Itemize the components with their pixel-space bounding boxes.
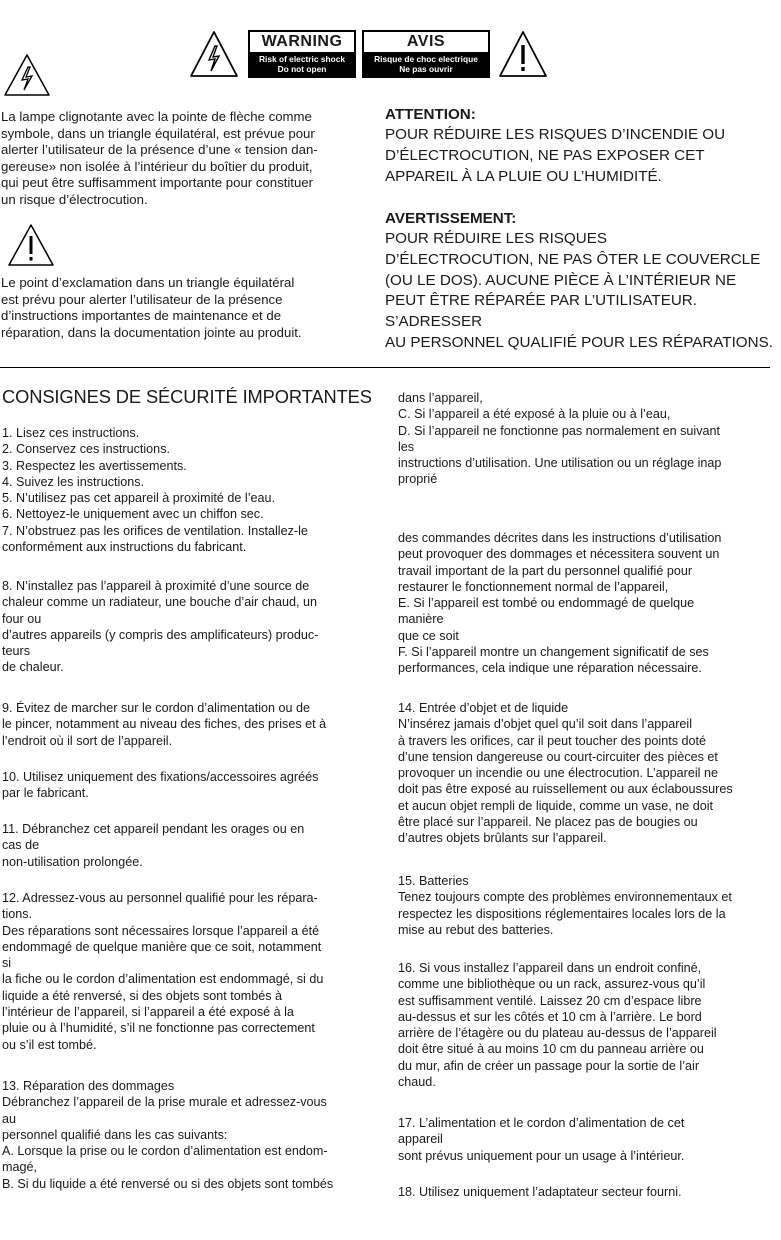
safety-item-9: 9. Évitez de marcher sur le cordon d’alimentation ou de le pincer, notamment au niveau des fiches, des prises et à l’endroit où il sort de l’appareil.: [2, 701, 327, 748]
safety-title: CONSIGNES DE SÉCURITÉ IMPORTANTES: [2, 386, 372, 407]
section-divider: [0, 367, 770, 368]
safety-item-8: 8. N’installez pas l’appareil à proximité d’une source de chaleur comme un radiateur, une bouche d’air chaud, un four ou d’autres appareils (y compris des amplificateurs) produc- teurs de chaleur.: [2, 579, 319, 675]
safety-item-14: 14. Entrée d’objet et de liquide N’insérez jamais d’objet quel qu’il soit dans l’appareil à travers les orifices, car il peut toucher des points doté d’une tension dangereuse ou court-circuiter des pièces et provoquer un incendie ou une électrocution. L’appareil ne doit pas être exposé au ruissellement ou aux éclaboussures et aucun objet rempli de liquide, comme un vase, ne doit être placé sur l’appareil. Ne placez pas de bougies ou d’autres objets brûlants sur l’appareil.: [398, 701, 733, 846]
lightning-warning-icon: [188, 29, 240, 79]
safety-item-17: 17. L’alimentation et le cordon d’alimentation de cet appareil sont prévus uniquement pour un usage à l’intérieur.: [398, 1116, 685, 1163]
safety-item-15: 15. Batteries Tenez toujours compte des problèmes environnementaux et respectez les dispositions réglementaires locales lors de la mise au rebut des batteries.: [398, 874, 732, 937]
warning-badge: [248, 30, 356, 78]
safety-item-13-continued-2: des commandes décrites dans les instructions d’utilisation peut provoquer des dommages et nécessitera souvent un travail important de la part du personnel qualifié pour restaurer le fonctionnement normal de l’appareil, E. Si l’appareil est tombé ou endommagé de quelque manière que ce soit F. Si l’appareil montre un changement significatif de ses performances, cela indique une réparation nécessaire.: [398, 531, 722, 676]
attention-heading: ATTENTION:: [385, 106, 476, 123]
exclamation-warning-icon: [497, 29, 549, 79]
avertissement-text: POUR RÉDUIRE LES RISQUES D’ÉLECTROCUTION, NE PAS ÔTER LE COUVERCLE (OU LE DOS). AUCUNE PIÈCE À L’INTÉRIEUR NE PEUT ÊTRE RÉPARÉE PAR L’UTILISATEUR. S’ADRESSER AU PERSONNEL QUALIFIÉ POUR LES RÉPARATIONS.: [385, 230, 773, 351]
safety-item-11: 11. Débranchez cet appareil pendant les orages ou en cas de non-utilisation prolongée.: [2, 822, 305, 869]
safety-item-12: 12. Adressez-vous au personnel qualifié pour les répara- tions. Des réparations sont nécessaires lorsque l’appareil a été endommagé de quelque manière que ce soit, notamment si la fiche ou le cordon d’alimentation est endommagé, si du liquide a été renversé, si des objets sont tombés à l’intérieur de l’appareil, si l’appareil a été exposé à la pluie ou à l’humidité, s’il ne fonctionne pas correctement ou s’il est tombé.: [2, 891, 324, 1052]
exclamation-triangle-icon: [6, 222, 56, 268]
warning-badge-subtitle: Risk of electric shock Do not open: [250, 52, 354, 76]
exclamation-symbol-description: Le point d’exclamation dans un triangle équilatéral est prévu pour alerter l’utilisateur de la présence d’instructions importantes de maintenance et de réparation, dans la documentation jointe au produit.: [1, 275, 302, 340]
avis-badge-title: AVIS: [406, 33, 446, 50]
safety-item-13: 13. Réparation des dommages Débranchez l’appareil de la prise murale et adressez-vous au personnel qualifié dans les cas suivants: A. Lorsque la prise ou le cordon d’alimentation est endom- magé, B. Si du liquide a été renversé ou si des objets sont tombés: [2, 1079, 334, 1191]
lightning-triangle-icon: [2, 52, 52, 98]
safety-item-10: 10. Utilisez uniquement des fixations/accessoires agréés par le fabricant.: [2, 770, 319, 801]
lightning-symbol-description: La lampe clignotante avec la pointe de flèche comme symbole, dans un triangle équilatéral, est prévue pour alerter l’utilisateur de la présence d’une « tension dan- gereuse» non isolée à l’intérieur du boîtier du produit, qui peut être suffisamment importante pour constituer un risque d’électrocution.: [1, 109, 318, 207]
safety-item-16: 16. Si vous installez l’appareil dans un endroit confiné, comme une bibliothèque ou un rack, assurez-vous qu’il est suffisamment ventilé. Laissez 20 cm d’espace libre au-dessus et sur les côtés et 10 cm à l’arrière. Le bord arrière de l’étagère ou du plateau au-dessus de l’appareil doit être situé à au moins 10 cm du panneau arrière ou du mur, afin de créer un passage pour la sortie de l’air chaud.: [398, 961, 717, 1090]
attention-text: POUR RÉDUIRE LES RISQUES D’INCENDIE OU D’ÉLECTROCUTION, NE PAS EXPOSER CET APPAREIL À LA PLUIE OU L’HUMIDITÉ.: [385, 126, 726, 185]
avertissement-heading: AVERTISSEMENT:: [385, 210, 517, 227]
safety-items-1-7: 1. Lisez ces instructions. 2. Conservez ces instructions. 3. Respectez les avertissements. 4. Suivez les instructions. 5. N’utilisez pas cet appareil à proximité de l’eau. 6. Nettoyez-le uniquement avec un chiffon sec. 7. N’obstruez pas les orifices de ventilation. Installez-le conformément aux instructions du fabricant.: [2, 426, 308, 555]
warning-badge-title: WARNING: [261, 33, 343, 50]
avis-badge-subtitle: Risque de choc electrique Ne pas ouvrir: [364, 52, 488, 76]
safety-item-13-continued: dans l’appareil, C. Si l’appareil a été exposé à la pluie ou à l’eau, D. Si l’appareil ne fonctionne pas normalement en suivant les instructions d’utilisation. Une utilisation ou un réglage inap proprié: [398, 391, 722, 487]
avis-badge: [362, 30, 490, 78]
safety-item-18: 18. Utilisez uniquement l’adaptateur secteur fourni.: [398, 1185, 682, 1199]
